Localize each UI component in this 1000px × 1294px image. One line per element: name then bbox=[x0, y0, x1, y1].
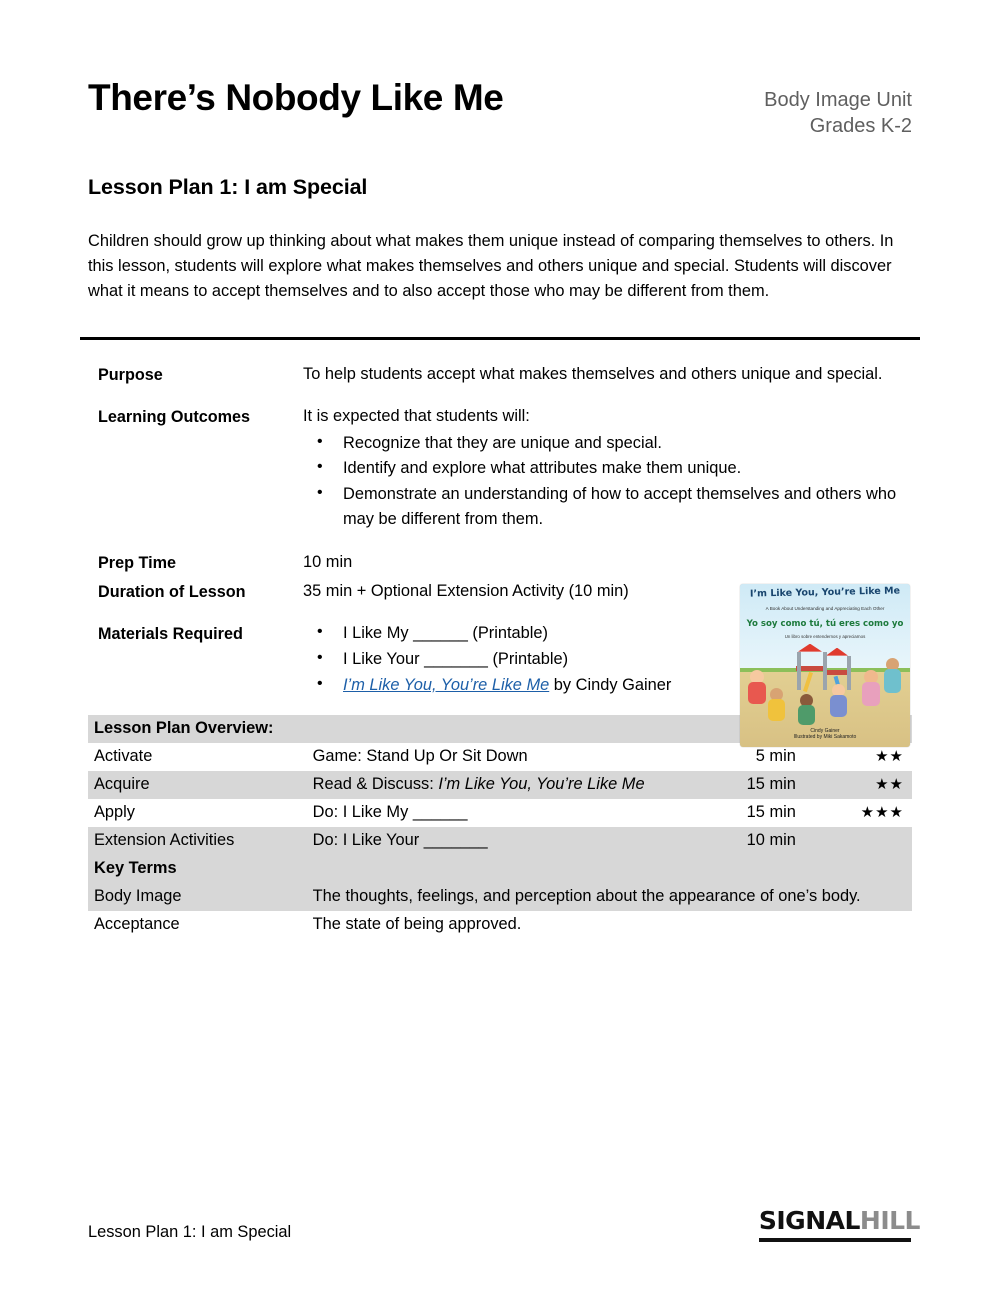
character-4-body bbox=[830, 695, 847, 717]
book-cover-image bbox=[740, 584, 910, 747]
table-row bbox=[88, 827, 912, 855]
playground-illustration bbox=[792, 642, 858, 702]
duration-label: Duration of Lesson bbox=[98, 583, 246, 602]
character-5-body bbox=[862, 682, 880, 706]
row-stage: Acquire bbox=[88, 771, 307, 799]
unit-name: Body Image Unit bbox=[764, 89, 912, 111]
header-divider bbox=[80, 337, 920, 340]
table-row bbox=[88, 883, 912, 911]
lesson-subtitle: Lesson Plan 1: I am Special bbox=[88, 174, 368, 199]
key-term: Acceptance bbox=[94, 915, 180, 934]
logo-underline bbox=[759, 1238, 911, 1242]
detail-row-learning-outcomes bbox=[98, 404, 902, 533]
row-priority: ★★★ bbox=[860, 804, 904, 822]
column-header-blank bbox=[307, 715, 699, 743]
row-activity-title: I’m Like You, You’re Like Me bbox=[438, 775, 645, 794]
detail-row-purpose bbox=[98, 362, 902, 387]
duration-value: 35 min + Optional Extension Activity (10 min) bbox=[303, 582, 629, 601]
row-stage: Activate bbox=[94, 747, 153, 766]
list-item: • Demonstrate an understanding of how to accept themselves and others who may be different from them. bbox=[341, 482, 902, 533]
row-priority: ★★ bbox=[810, 771, 912, 799]
row-activity-prefix: Read & Discuss: bbox=[312, 775, 439, 794]
character-2-body bbox=[768, 699, 785, 721]
key-term-definition: The state of being approved. bbox=[312, 915, 522, 934]
key-term: Body Image bbox=[88, 883, 307, 911]
materials-label: Materials Required bbox=[98, 625, 243, 644]
row-activity bbox=[307, 771, 699, 799]
unit-info bbox=[764, 78, 912, 140]
logo-primary: SIGNAL bbox=[758, 1206, 860, 1235]
lesson-intro: Children should grow up thinking about what makes them unique instead of comparing themselves to others. In this lesson, students will explore what makes themselves and others unique and special. Students will discover what it means to accept themselves and to also accept those who may be different from them. bbox=[88, 231, 894, 300]
row-priority bbox=[810, 827, 912, 855]
brand-logo bbox=[759, 1208, 920, 1242]
row-activity: Do: I Like My ______ bbox=[312, 803, 468, 822]
row-priority: ★★ bbox=[875, 748, 904, 766]
row-length: 15 min bbox=[699, 771, 810, 799]
column-header-overview: Lesson Plan Overview: bbox=[88, 715, 307, 743]
page-title: There’s Nobody Like Me bbox=[88, 77, 504, 118]
key-term-definition: The thoughts, feelings, and perception about the appearance of one’s body. bbox=[307, 883, 912, 911]
book-cover-illustrator: Illustrated by Miki Sakamoto bbox=[793, 734, 857, 741]
list-item: • I Like My ______ (Printable) bbox=[341, 621, 902, 647]
prep-time-value: 10 min bbox=[303, 552, 353, 571]
row-stage: Apply bbox=[94, 803, 136, 822]
logo-text bbox=[759, 1208, 920, 1233]
logo-secondary: HILL bbox=[859, 1206, 920, 1235]
book-cover-subtitle-en: A Book About Understanding and Appreciating Each Other bbox=[765, 605, 885, 611]
row-length: 5 min bbox=[755, 747, 796, 766]
list-item: • Recognize that they are unique and special. bbox=[341, 431, 902, 457]
learning-outcomes-label: Learning Outcomes bbox=[98, 407, 251, 426]
lesson-overview-table-wrap bbox=[88, 715, 912, 939]
key-terms-header: Key Terms bbox=[88, 855, 307, 883]
row-activity: Game: Stand Up Or Sit Down bbox=[312, 747, 528, 766]
book-link[interactable]: I’m Like You, You’re Like Me bbox=[343, 675, 550, 694]
table-row bbox=[88, 799, 912, 827]
book-cover-title-en: I’m Like You, You’re Like Me bbox=[749, 585, 901, 600]
row-length: 15 min bbox=[746, 803, 796, 822]
lesson-overview-table bbox=[88, 715, 912, 939]
book-cover-title-es: Yo soy como tú, tú eres como yo bbox=[746, 618, 904, 629]
row-stage: Extension Activities bbox=[88, 827, 307, 855]
prep-time-label: Prep Time bbox=[98, 553, 176, 572]
key-terms-header-row bbox=[88, 855, 912, 883]
detail-row-prep-time bbox=[98, 550, 902, 575]
table-row bbox=[88, 911, 912, 939]
character-3-body bbox=[798, 705, 815, 725]
list-item: • Identify and explore what attributes make them unique. bbox=[341, 456, 902, 482]
book-cover-author: Cindy Gainer bbox=[810, 728, 840, 735]
book-cover-credits bbox=[740, 728, 910, 741]
purpose-label: Purpose bbox=[98, 365, 163, 384]
book-cover-subtitle-es: Un libro sobre entendernos y apreciarnos bbox=[784, 633, 866, 639]
row-length: 10 min bbox=[699, 827, 810, 855]
learning-outcomes-value bbox=[303, 404, 902, 533]
book-author: by Cindy Gainer bbox=[549, 675, 672, 694]
table-row bbox=[88, 771, 912, 799]
grade-range: Grades K-2 bbox=[809, 115, 912, 138]
row-activity: Do: I Like Your _______ bbox=[307, 827, 699, 855]
document-footer bbox=[88, 1208, 920, 1242]
outcomes-lead: It is expected that students will: bbox=[303, 406, 530, 425]
character-1-body bbox=[748, 682, 766, 704]
footer-lesson-label: Lesson Plan 1: I am Special bbox=[88, 1223, 292, 1241]
character-6-body bbox=[884, 669, 901, 693]
list-item: • I Like Your _______ (Printable) bbox=[341, 647, 902, 673]
table-row bbox=[88, 743, 912, 771]
purpose-value: To help students accept what makes themselves and others unique and special. bbox=[303, 364, 883, 383]
outcomes-list bbox=[303, 431, 902, 533]
document-header bbox=[0, 0, 1000, 140]
